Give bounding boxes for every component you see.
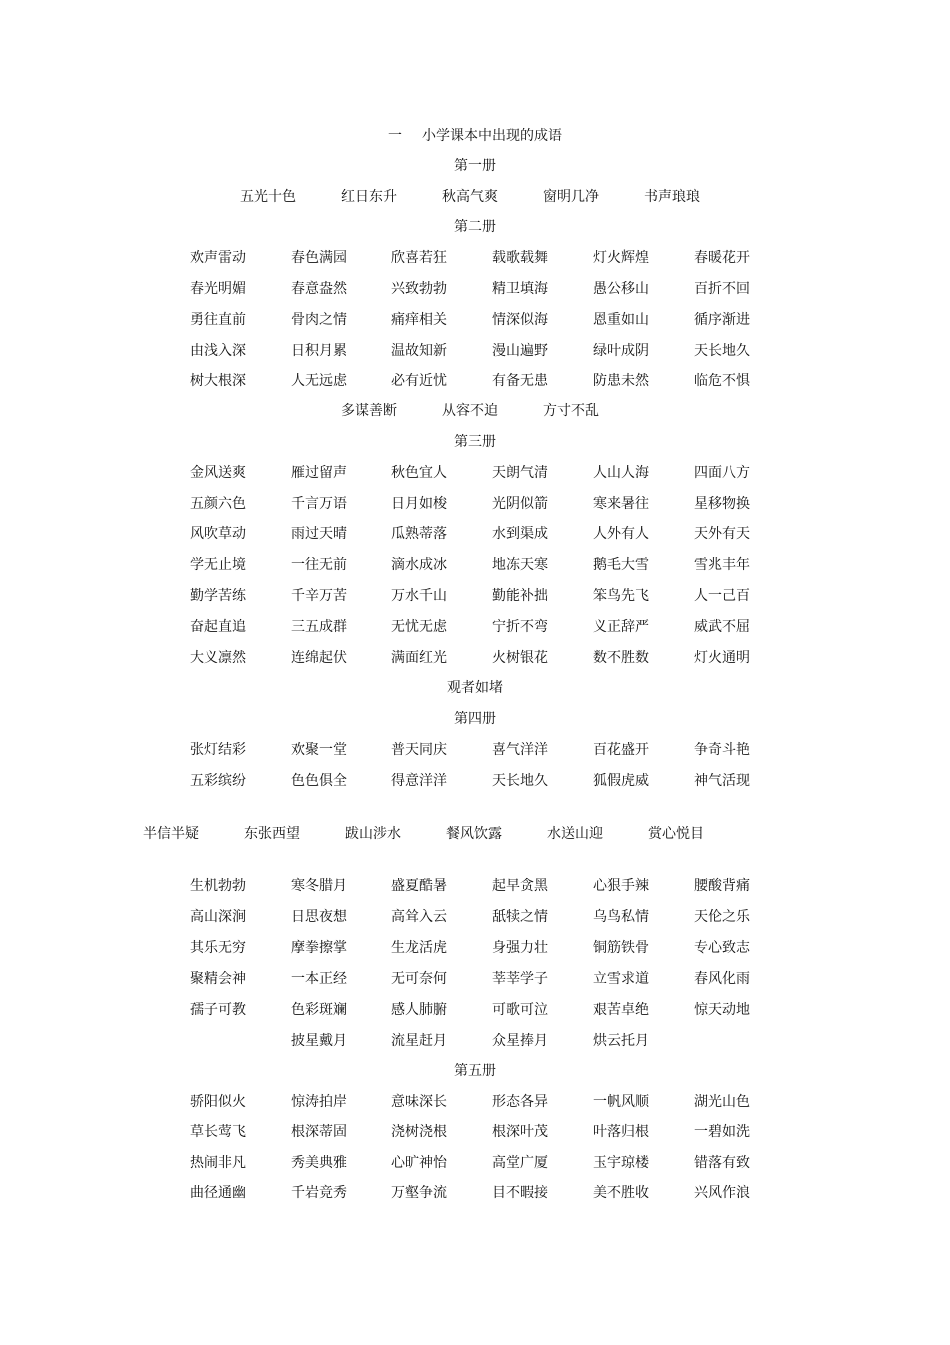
idiom-item: 天外有天 xyxy=(694,526,750,542)
idiom-item: 欢聚一堂 xyxy=(291,742,347,758)
idiom-item: 玉宇琼楼 xyxy=(593,1155,649,1171)
idiom-item: 腰酸背痛 xyxy=(694,878,750,894)
idiom-item: 春光明媚 xyxy=(190,281,246,297)
idiom-item: 色色俱全 xyxy=(291,773,347,789)
idiom-item: 满面红光 xyxy=(391,650,447,666)
idiom-item: 赏心悦目 xyxy=(648,826,704,842)
idiom-item: 美不胜收 xyxy=(593,1185,649,1201)
title-text: 小学课本中出现的成语 xyxy=(422,128,562,144)
idiom-item: 灯火通明 xyxy=(694,650,750,666)
idiom-item: 人山人海 xyxy=(593,465,649,481)
idiom-item: 窗明几净 xyxy=(543,189,599,205)
idiom-item: 千岩竞秀 xyxy=(291,1185,347,1201)
idiom-item: 五光十色 xyxy=(240,189,296,205)
idiom-item: 根深叶茂 xyxy=(492,1124,548,1140)
idiom-item: 精卫填海 xyxy=(492,281,548,297)
volume-heading: 第三册 xyxy=(454,434,496,450)
idiom-item: 雪兆丰年 xyxy=(694,557,750,573)
idiom-item: 一往无前 xyxy=(291,557,347,573)
idiom-item: 日积月累 xyxy=(291,343,347,359)
idiom-item: 聚精会神 xyxy=(190,971,246,987)
idiom-item: 方寸不乱 xyxy=(543,403,599,419)
idiom-item: 痛痒相关 xyxy=(391,312,447,328)
idiom-item: 张灯结彩 xyxy=(190,742,246,758)
idiom-item: 雨过天晴 xyxy=(291,526,347,542)
idiom-item: 东张西望 xyxy=(244,826,300,842)
idiom-item: 火树银花 xyxy=(492,650,548,666)
idiom-item: 日思夜想 xyxy=(291,909,347,925)
idiom-item: 得意洋洋 xyxy=(391,773,447,789)
idiom-item: 欣喜若狂 xyxy=(391,250,447,266)
idiom-item: 情深似海 xyxy=(492,312,548,328)
title-number: 一 xyxy=(388,128,402,144)
idiom-item: 天朗气清 xyxy=(492,465,548,481)
idiom-item: 起早贪黑 xyxy=(492,878,548,894)
idiom-item: 盛夏酷暑 xyxy=(391,878,447,894)
idiom-item: 餐风饮露 xyxy=(446,826,502,842)
idiom-item: 天伦之乐 xyxy=(694,909,750,925)
idiom-item: 金风送爽 xyxy=(190,465,246,481)
idiom-item: 学无止境 xyxy=(190,557,246,573)
idiom-item: 生机勃勃 xyxy=(190,878,246,894)
idiom-item: 连绵起伏 xyxy=(291,650,347,666)
idiom-item: 观者如堵 xyxy=(447,680,503,696)
idiom-item: 绿叶成阴 xyxy=(593,343,649,359)
idiom-item: 可歌可泣 xyxy=(492,1002,548,1018)
idiom-item: 恩重如山 xyxy=(593,312,649,328)
idiom-item: 感人肺腑 xyxy=(391,1002,447,1018)
idiom-item: 勤能补拙 xyxy=(492,588,548,604)
idiom-item: 红日东升 xyxy=(341,189,397,205)
idiom-item: 寒来暑往 xyxy=(593,496,649,512)
idiom-item: 勤学苦练 xyxy=(190,588,246,604)
idiom-item: 风吹草动 xyxy=(190,526,246,542)
idiom-item: 雁过留声 xyxy=(291,465,347,481)
idiom-item: 必有近忧 xyxy=(391,373,447,389)
idiom-item: 地冻天寒 xyxy=(492,557,548,573)
idiom-item: 身强力壮 xyxy=(492,940,548,956)
idiom-item: 有备无患 xyxy=(492,373,548,389)
idiom-item: 心旷神怡 xyxy=(391,1155,447,1171)
idiom-item: 专心致志 xyxy=(694,940,750,956)
idiom-item: 人无远虑 xyxy=(291,373,347,389)
idiom-item: 半信半疑 xyxy=(143,826,199,842)
idiom-item: 错落有致 xyxy=(694,1155,750,1171)
idiom-item: 跋山涉水 xyxy=(345,826,401,842)
idiom-item: 星移物换 xyxy=(694,496,750,512)
idiom-item: 骄阳似火 xyxy=(190,1094,246,1110)
idiom-item: 宁折不弯 xyxy=(492,619,548,635)
idiom-item: 临危不惧 xyxy=(694,373,750,389)
page-title xyxy=(0,125,950,147)
idiom-item: 从容不迫 xyxy=(442,403,498,419)
idiom-item: 漫山遍野 xyxy=(492,343,548,359)
idiom-item: 莘莘学子 xyxy=(492,971,548,987)
idiom-item: 热闹非凡 xyxy=(190,1155,246,1171)
volume-heading: 第一册 xyxy=(454,158,496,174)
idiom-item: 兴致勃勃 xyxy=(391,281,447,297)
idiom-item: 意味深长 xyxy=(391,1094,447,1110)
idiom-item: 防患未然 xyxy=(593,373,649,389)
idiom-item: 惊天动地 xyxy=(694,1002,750,1018)
idiom-item: 温故知新 xyxy=(391,343,447,359)
idiom-item: 无忧无虑 xyxy=(391,619,447,635)
idiom-item: 形态各异 xyxy=(492,1094,548,1110)
idiom-item: 大义凛然 xyxy=(190,650,246,666)
idiom-item: 叶落归根 xyxy=(593,1124,649,1140)
idiom-item: 春风化雨 xyxy=(694,971,750,987)
idiom-item: 立雪求道 xyxy=(593,971,649,987)
idiom-item: 流星赶月 xyxy=(391,1033,447,1049)
idiom-item: 万壑争流 xyxy=(391,1185,447,1201)
idiom-item: 高堂广厦 xyxy=(492,1155,548,1171)
idiom-item: 舐犊之情 xyxy=(492,909,548,925)
idiom-item: 春暖花开 xyxy=(694,250,750,266)
idiom-item: 多谋善断 xyxy=(341,403,397,419)
idiom-item: 天长地久 xyxy=(492,773,548,789)
idiom-item: 铜筋铁骨 xyxy=(593,940,649,956)
idiom-item: 浇树浇根 xyxy=(391,1124,447,1140)
volume-heading: 第二册 xyxy=(454,219,496,235)
idiom-item: 愚公移山 xyxy=(593,281,649,297)
idiom-item: 摩拳擦掌 xyxy=(291,940,347,956)
idiom-item: 书声琅琅 xyxy=(644,189,700,205)
idiom-item: 五彩缤纷 xyxy=(190,773,246,789)
idiom-item: 色彩斑斓 xyxy=(291,1002,347,1018)
idiom-item: 数不胜数 xyxy=(593,650,649,666)
idiom-item: 喜气洋洋 xyxy=(492,742,548,758)
idiom-item: 义正辞严 xyxy=(593,619,649,635)
idiom-item: 秋色宜人 xyxy=(391,465,447,481)
idiom-item: 三五成群 xyxy=(291,619,347,635)
idiom-item: 烘云托月 xyxy=(593,1033,649,1049)
idiom-item: 秋高气爽 xyxy=(442,189,498,205)
idiom-item: 神气活现 xyxy=(694,773,750,789)
idiom-item: 千辛万苦 xyxy=(291,588,347,604)
idiom-item: 欢声雷动 xyxy=(190,250,246,266)
idiom-item: 滴水成冰 xyxy=(391,557,447,573)
idiom-item: 循序渐进 xyxy=(694,312,750,328)
idiom-item: 千言万语 xyxy=(291,496,347,512)
idiom-item: 狐假虎威 xyxy=(593,773,649,789)
idiom-item: 高耸入云 xyxy=(391,909,447,925)
idiom-item: 灯火辉煌 xyxy=(593,250,649,266)
idiom-item: 普天同庆 xyxy=(391,742,447,758)
idiom-item: 鹅毛大雪 xyxy=(593,557,649,573)
idiom-item: 根深蒂固 xyxy=(291,1124,347,1140)
idiom-item: 孺子可教 xyxy=(190,1002,246,1018)
idiom-item: 艰苦卓绝 xyxy=(593,1002,649,1018)
idiom-item: 笨鸟先飞 xyxy=(593,588,649,604)
idiom-item: 载歌载舞 xyxy=(492,250,548,266)
idiom-item: 秀美典雅 xyxy=(291,1155,347,1171)
idiom-item: 乌鸟私情 xyxy=(593,909,649,925)
idiom-item: 一本正经 xyxy=(291,971,347,987)
idiom-item: 春色满园 xyxy=(291,250,347,266)
idiom-item: 威武不屈 xyxy=(694,619,750,635)
idiom-item: 春意盎然 xyxy=(291,281,347,297)
idiom-item: 曲径通幽 xyxy=(190,1185,246,1201)
idiom-item: 兴风作浪 xyxy=(694,1185,750,1201)
idiom-item: 五颜六色 xyxy=(190,496,246,512)
idiom-item: 百花盛开 xyxy=(593,742,649,758)
idiom-item: 水送山迎 xyxy=(547,826,603,842)
idiom-item: 四面八方 xyxy=(694,465,750,481)
idiom-item: 万水千山 xyxy=(391,588,447,604)
idiom-item: 人外有人 xyxy=(593,526,649,542)
volume-heading: 第四册 xyxy=(454,711,496,727)
volume-heading: 第五册 xyxy=(454,1063,496,1079)
idiom-item: 寒冬腊月 xyxy=(291,878,347,894)
idiom-item: 高山深涧 xyxy=(190,909,246,925)
idiom-item: 其乐无穷 xyxy=(190,940,246,956)
idiom-item: 目不暇接 xyxy=(492,1185,548,1201)
idiom-item: 一碧如洗 xyxy=(694,1124,750,1140)
idiom-item: 骨肉之情 xyxy=(291,312,347,328)
idiom-item: 众星捧月 xyxy=(492,1033,548,1049)
idiom-item: 心狠手辣 xyxy=(593,878,649,894)
idiom-item: 树大根深 xyxy=(190,373,246,389)
idiom-item: 生龙活虎 xyxy=(391,940,447,956)
idiom-item: 百折不回 xyxy=(694,281,750,297)
idiom-item: 湖光山色 xyxy=(694,1094,750,1110)
idiom-item: 瓜熟蒂落 xyxy=(391,526,447,542)
idiom-item: 日月如梭 xyxy=(391,496,447,512)
idiom-item: 勇往直前 xyxy=(190,312,246,328)
idiom-item: 惊涛拍岸 xyxy=(291,1094,347,1110)
idiom-item: 人一己百 xyxy=(694,588,750,604)
idiom-item: 披星戴月 xyxy=(291,1033,347,1049)
idiom-item: 由浅入深 xyxy=(190,343,246,359)
idiom-item: 光阴似箭 xyxy=(492,496,548,512)
idiom-item: 水到渠成 xyxy=(492,526,548,542)
idiom-item: 一帆风顺 xyxy=(593,1094,649,1110)
idiom-item: 天长地久 xyxy=(694,343,750,359)
idiom-item: 奋起直追 xyxy=(190,619,246,635)
idiom-item: 无可奈何 xyxy=(391,971,447,987)
idiom-item: 争奇斗艳 xyxy=(694,742,750,758)
idiom-item: 草长莺飞 xyxy=(190,1124,246,1140)
